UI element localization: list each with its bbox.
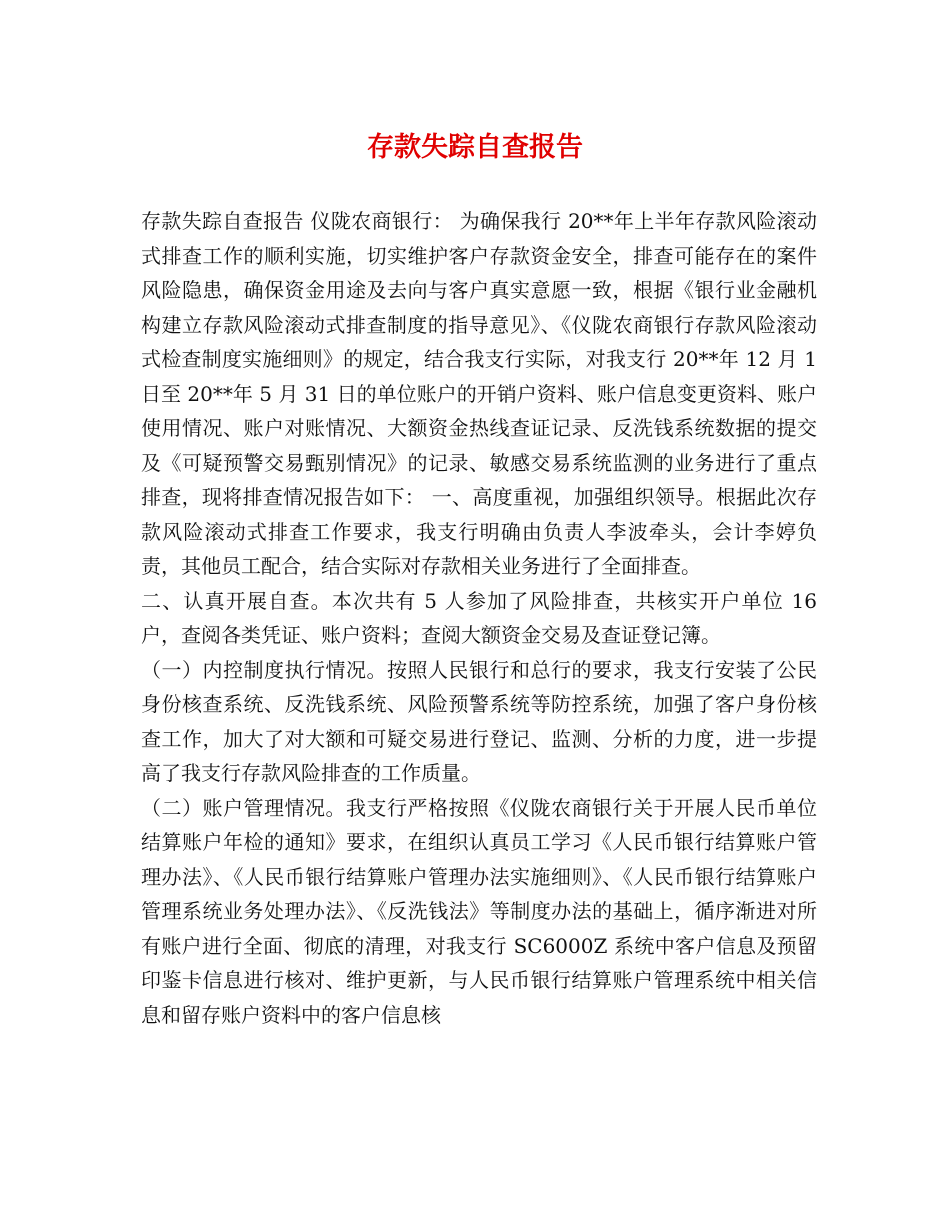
paragraph: （一）内控制度执行情况。按照人民银行和总行的要求，我支行安装了公民身份核查系统、反洗钱系统、风险预警系统等防控系统，加强了客户身份核查工作，加大了对大额和可疑交易进行登记、监测、分析的力度，进一步提高了我支行存款风险排查的工作质量。 xyxy=(141,657,817,785)
paragraph: （二）账户管理情况。我支行严格按照《仪陇农商银行关于开展人民币单位结算账户年检的通知》要求，在组织认真员工学习《人民币银行结算账户管理办法》、《人民币银行结算账户管理办法实施细则》、《人民币银行结算账户管理系统业务处理办法》、《反洗钱法》等制度办法的基础上，循序渐进对所有账户进行全面、彻底的清理，对我支行 SC6000Z 系统中客户信息及预留印鉴卡信息进行核对、维护更新，与人民币银行结算账户管理系统中相关信息和留存账户资料中的客户信息核 xyxy=(141,795,817,1027)
paragraph: 存款失踪自查报告 仪陇农商银行： 为确保我行 20**年上半年存款风险滚动式排查工作的顺利实施，切实维护客户存款资金安全，排查可能存在的案件风险隐患，确保资金用途及去向与客户真实意愿一致，根据《银行业金融机构建立存款风险滚动式排查制度的指导意见》、《仪陇农商银行存款风险滚动式检查制度实施细则》的规定，结合我支行实际，对我支行 20**年 12 月 1 日至 20**年 5 月 31 日的单位账户的开销户资料、账户信息变更资料、账户使用情况、账户对账情况、大额资金热线查证记录、反洗钱系统数据的提交及《可疑预警交易甄别情况》的记录、敏感交易系统监测的业务进行了重点排查，现将排查情况报告如下： 一、高度重视，加强组织领导。根据此次存款风险滚动式排查工作要求，我支行明确由负责人李波牵头，会计李婷负责，其他员工配合，结合实际对存款相关业务进行了全面排查。 xyxy=(141,209,817,578)
paragraph: 二、认真开展自查。本次共有 5 人参加了风险排查，共核实开户单位 16 户，查阅各类凭证、账户资料；查阅大额资金交易及查证登记簿。 xyxy=(141,588,817,647)
document-body xyxy=(141,204,817,1032)
document-title: 存款失踪自查报告 xyxy=(367,132,583,163)
